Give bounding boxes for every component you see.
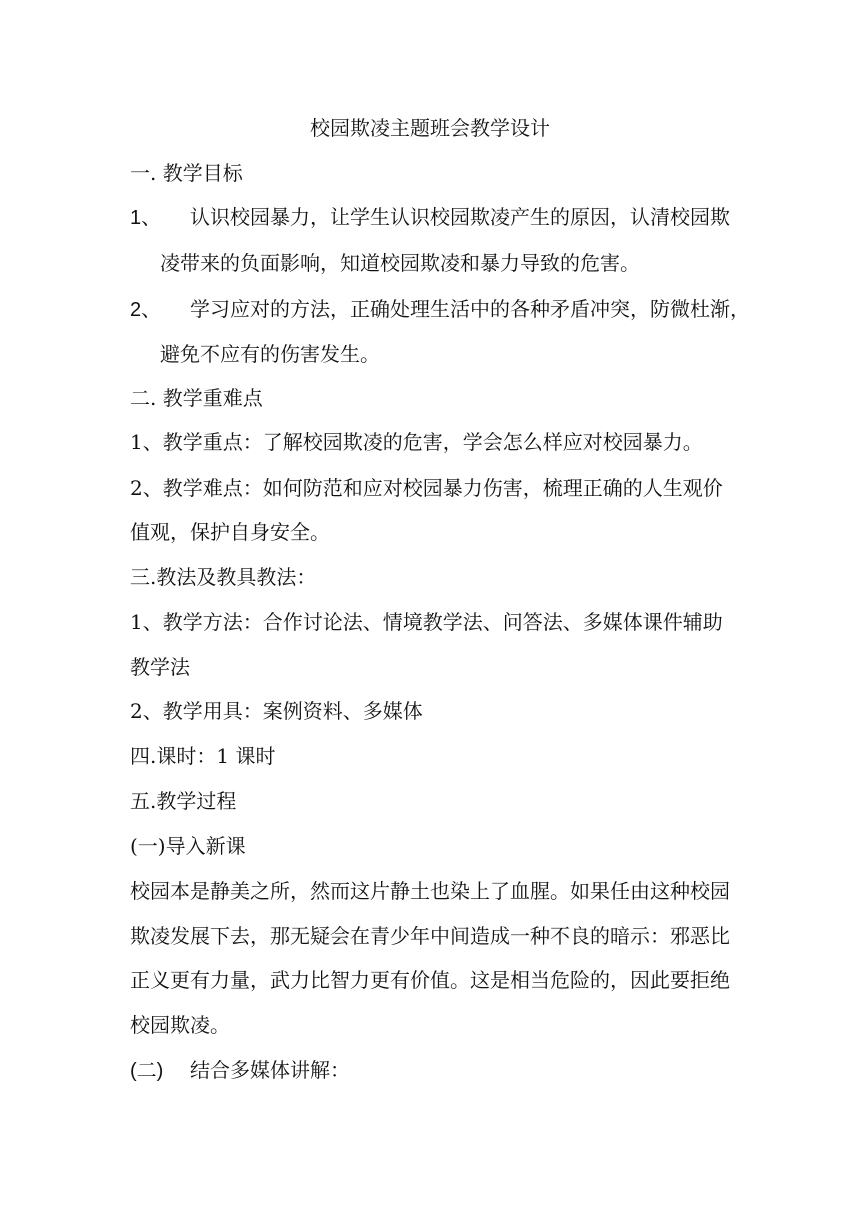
section-heading-methods: 三.教法及教具教法： <box>130 565 317 589</box>
key-point-item-2-line-1: 2、教学难点：如何防范和应对校园暴力伤害，梳理正确的人生观价 <box>130 476 723 500</box>
section-heading-class-hours: 四.课时：1 课时 <box>130 744 276 768</box>
goal-item-2-number: 2、 <box>130 299 162 321</box>
goal-item-1-text-line-1: 认识校园暴力，让学生认识校园欺凌产生的原因，认清校园欺 <box>190 205 730 229</box>
section-heading-goals: 一. 教学目标 <box>130 161 243 185</box>
goal-item-1-line-2: 凌带来的负面影响，知道校园欺凌和暴力导致的危害。 <box>160 251 640 275</box>
method-item-2: 2、教学用具：案例资料、多媒体 <box>130 699 423 723</box>
key-point-item-2-line-2: 值观，保护自身安全。 <box>130 520 330 544</box>
goal-item-2-line-2: 避免不应有的伤害发生。 <box>160 342 380 366</box>
subsection-heading-intro: (一)导入新课 <box>130 834 246 858</box>
document-title: 校园欺凌主题班会教学设计 <box>310 116 550 140</box>
method-item-1-line-1: 1、教学方法：合作讨论法、情境教学法、问答法、多媒体课件辅助 <box>130 610 723 634</box>
goal-item-1-line-1 <box>130 203 740 232</box>
subsection-2-label: 结合多媒体讲解： <box>190 1058 350 1082</box>
intro-paragraph-line-4: 校园欺凌。 <box>130 1013 230 1037</box>
key-point-item-1: 1、教学重点：了解校园欺凌的危害，学会怎么样应对校园暴力。 <box>130 430 703 454</box>
subsection-heading-multimedia <box>130 1056 740 1085</box>
goal-item-2-text-line-1: 学习应对的方法，正确处理生活中的各种矛盾冲突，防微杜渐， <box>190 297 750 321</box>
intro-paragraph-line-3: 正义更有力量，武力比智力更有价值。这是相当危险的，因此要拒绝 <box>130 968 730 992</box>
intro-paragraph-line-1: 校园本是静美之所，然而这片静土也染上了血腥。如果任由这种校园 <box>130 879 730 903</box>
intro-paragraph-line-2: 欺凌发展下去，那无疑会在青少年中间造成一种不良的暗示：邪恶比 <box>130 924 730 948</box>
subsection-2-number: (二) <box>130 1060 164 1082</box>
method-item-1-line-2: 教学法 <box>130 655 190 679</box>
goal-item-2-line-1 <box>130 295 750 324</box>
section-heading-process: 五.教学过程 <box>130 789 237 813</box>
section-heading-key-points: 二. 教学重难点 <box>130 386 263 410</box>
goal-item-1-number: 1、 <box>130 207 162 229</box>
